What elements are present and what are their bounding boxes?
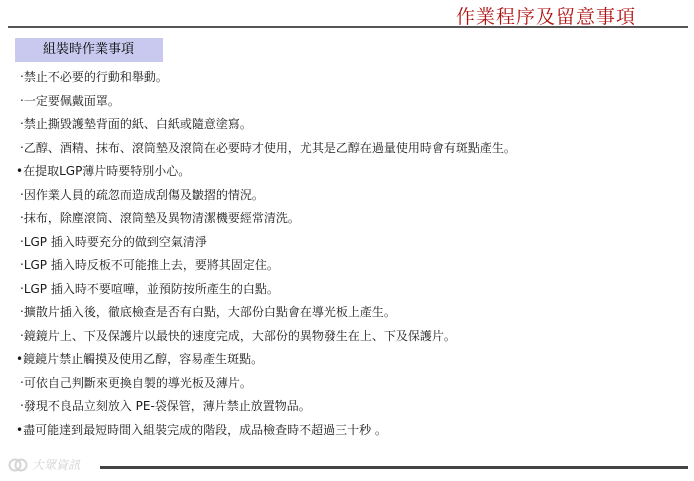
rule-item: •在提取LGP薄片時要特別小心。 — [16, 164, 191, 178]
page-title: 作業程序及留意事項 — [455, 6, 636, 28]
rule-item: ‧抹布，除塵滾筒、滾筒墊及異物清潔機要經常清洗。 — [20, 211, 300, 225]
rule-item: ‧可依自己判斷來更換自製的導光板及薄片。 — [20, 375, 252, 390]
rule-item: •鏡鏡片禁止觸摸及使用乙醇，容易產生斑點。 — [16, 352, 264, 366]
rule-list — [16, 66, 684, 442]
rule-item: ‧擴散片插入後，徹底檢查是否有白點，大部份白點會在導光板上產生。 — [20, 305, 396, 319]
rule-item: ‧因作業人員的疏忽而造成刮傷及皺摺的情況。 — [20, 187, 264, 202]
rule-item: ‧禁止撕毀護墊背面的紙、白紙或隨意塗寫。 — [20, 117, 252, 131]
rule-item: •盡可能達到最短時間入組裝完成的階段，成品檢查時不超過三十秒 。 — [16, 422, 387, 437]
rule-item: ‧LGP 插入時要充分的做到空氣清淨 — [20, 234, 207, 249]
rule-item: ‧一定要佩戴面罩。 — [20, 93, 120, 108]
rule-item: ‧LGP 插入時反板不可能推上去，要將其固定住。 — [20, 258, 279, 272]
rule-item: ‧LGP 插入時不要喧嘩，並預防按所產生的白點。 — [20, 281, 279, 296]
rule-item: ‧發現不良品立刻放入 PE-袋保管，薄片禁止放置物品。 — [20, 399, 311, 413]
header-divider — [8, 26, 688, 28]
footer-divider — [100, 466, 688, 469]
section-label: 組裝時作業事項 — [15, 38, 163, 62]
rule-item: ‧禁止不必要的行動和舉動。 — [20, 70, 168, 84]
watermark — [8, 456, 80, 473]
logo-icon — [8, 457, 28, 473]
rule-item: ‧乙醇、酒精、抹布、滾筒墊及滾筒在必要時才使用，尤其是乙醇在過量使用時會有斑點產生。 — [20, 140, 516, 155]
rule-item: ‧鏡鏡片上、下及保護片以最快的速度完成，大部份的異物發生在上、下及保護片。 — [20, 328, 456, 343]
watermark-text: 大眾資訊 — [32, 458, 81, 472]
